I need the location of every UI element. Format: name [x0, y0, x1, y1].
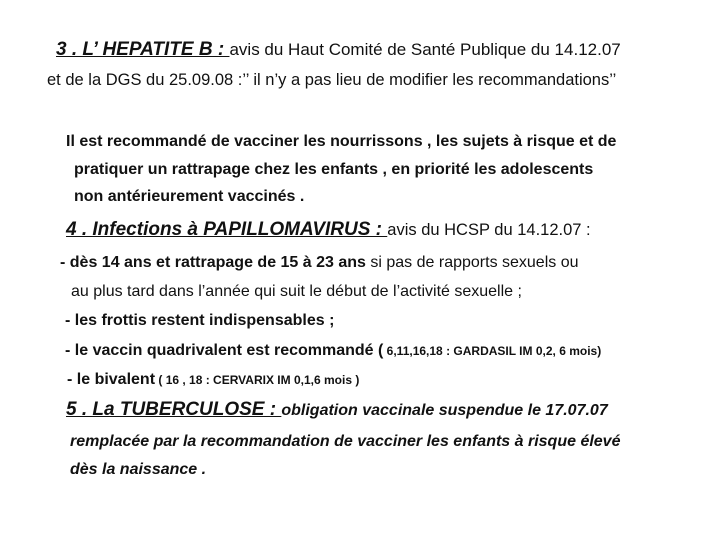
section3-dgs-line: et de la DGS du 25.09.08 :’’ il n’y a pas lieu de modifier les recommandations’’: [47, 71, 617, 89]
section5-title-line: [66, 400, 608, 421]
bivalent-label: - le bivalent: [67, 371, 156, 388]
section4-age-rest: si pas de rapports sexuels ou: [365, 254, 579, 271]
section3-para-line: pratiquer un rattrapage chez les enfants , en priorité les adolescents: [74, 161, 594, 178]
section4-age-line2: au plus tard dans l’année qui suit le début de l’activité sexuelle ;: [71, 283, 522, 300]
section4-title-line: [66, 220, 591, 240]
section5-line2: remplacée par la recommandation de vacciner les enfants à risque élevé: [70, 433, 621, 450]
section4-age-bold: - dès 14 ans et rattrapage de 15 à 23 ans: [60, 254, 366, 271]
bivalent-details: ( 16 , 18 : CERVARIX IM 0,1,6 mois ): [155, 373, 360, 387]
section4-bivalent: [67, 370, 359, 390]
section4-source: avis du HCSP du 14.12.07 :: [387, 221, 591, 239]
section3-source: avis du Haut Comité de Santé Publique du 14.12.07: [229, 40, 621, 59]
section3-heading: 3 . L’ HEPATITE B :: [56, 39, 230, 60]
quadrivalent-details: 6,11,16,18 : GARDASIL IM 0,2, 6 mois): [383, 344, 602, 358]
section4-heading: 4 . Infections à PAPILLOMAVIRUS :: [66, 219, 388, 240]
section4-quadrivalent: [65, 341, 601, 361]
section3-para-line: Il est recommandé de vacciner les nourrissons , les sujets à risque et de: [66, 133, 617, 150]
section4-age-line: [60, 253, 579, 273]
section5-line3: dès la naissance .: [70, 461, 207, 478]
quadrivalent-label: - le vaccin quadrivalent est recommandé (: [65, 342, 384, 359]
section3-para-line: non antérieurement vaccinés .: [74, 188, 305, 205]
section3-title-line: [56, 40, 621, 60]
section5-heading: 5 . La TUBERCULOSE :: [66, 399, 282, 420]
section5-status: obligation vaccinale suspendue le 17.07.07: [281, 402, 608, 419]
section4-frottis: - les frottis restent indispensables ;: [65, 312, 335, 329]
